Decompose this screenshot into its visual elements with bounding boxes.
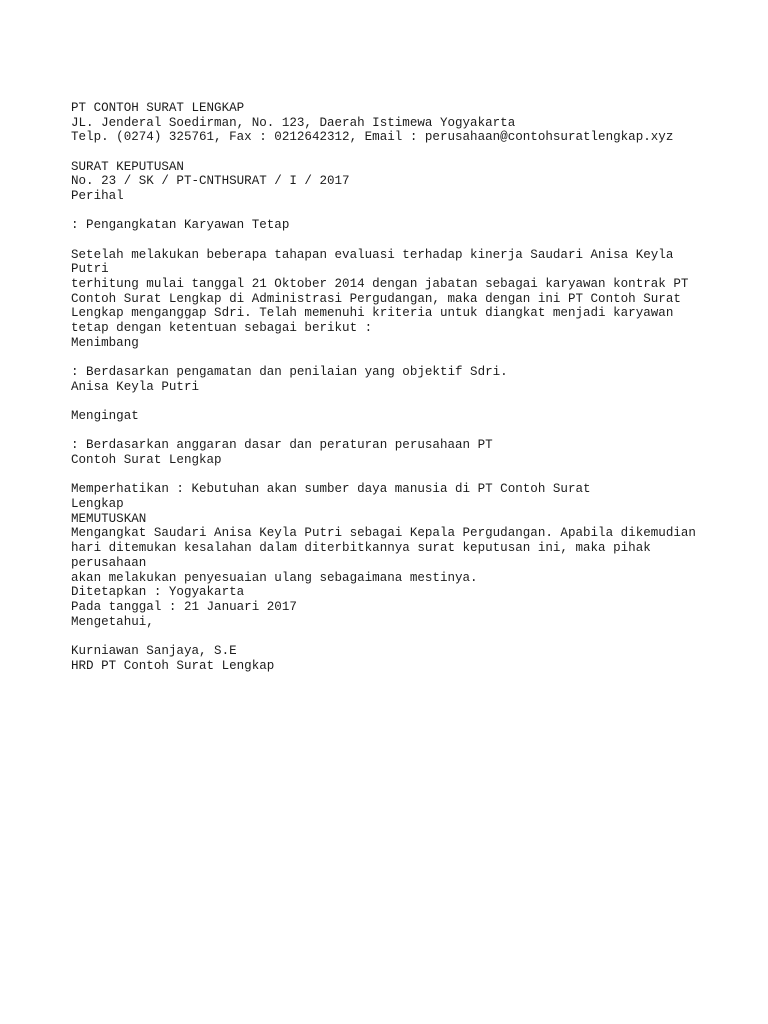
intro-line: terhitung mulai tanggal 21 Oktober 2014 dengan jabatan sebagai karyawan kontrak PT [71, 277, 689, 292]
signatory-name: Kurniawan Sanjaya, S.E [71, 643, 237, 658]
considering-text [71, 365, 768, 394]
considering-line: : Berdasarkan pengamatan dan penilaian yang objektif Sdri. [71, 365, 508, 380]
recalling-line: : Berdasarkan anggaran dasar dan peraturan perusahaan PT [71, 438, 493, 453]
noting-line: Lengkap [71, 497, 124, 512]
recalling-label: Mengingat [71, 409, 139, 424]
company-contact: Telp. (0274) 325761, Fax : 0212642312, Email : perusahaan@contohsuratlengkap.xyz [71, 130, 674, 145]
noting-line: Memperhatikan : Kebutuhan akan sumber daya manusia di PT Contoh Surat [71, 482, 591, 497]
decision-line: perusahaan [71, 555, 147, 570]
enactment-place: Ditetapkan : Yogyakarta [71, 585, 245, 600]
blank-line [71, 233, 768, 248]
intro-line: tetap dengan ketentuan sebagai berikut : [71, 321, 373, 336]
intro-line: Contoh Surat Lengkap di Administrasi Pergudangan, maka dengan ini PT Contoh Surat [71, 291, 681, 306]
signatory-position: HRD PT Contoh Surat Lengkap [71, 658, 275, 673]
enactment [71, 585, 768, 629]
blank-line [71, 394, 768, 409]
letterhead [71, 101, 768, 145]
considering-label: Menimbang [71, 335, 139, 350]
intro-line: Putri [71, 262, 109, 277]
considering-line: Anisa Keyla Putri [71, 379, 199, 394]
decision-line: hari ditemukan kesalahan dalam diterbitkannya surat keputusan ini, maka pihak [71, 541, 651, 556]
enactment-date: Pada tanggal : 21 Januari 2017 [71, 599, 297, 614]
company-name: PT CONTOH SURAT LENGKAP [71, 101, 245, 115]
subject-text: : Pengangkatan Karyawan Tetap [71, 218, 290, 233]
decree-number: No. 23 / SK / PT-CNTHSURAT / I / 2017 [71, 174, 350, 189]
decision-line: akan melakukan penyesuaian ulang sebagaimana mestinya. [71, 570, 478, 585]
acknowledged-label: Mengetahui, [71, 614, 154, 629]
intro-line: Lengkap menganggap Sdri. Telah memenuhi kriteria untuk diangkat menjadi karyawan [71, 306, 674, 321]
intro-paragraph [71, 248, 768, 336]
recalling-line: Contoh Surat Lengkap [71, 453, 222, 468]
decision-text [71, 526, 768, 585]
blank-line [71, 629, 768, 644]
blank-line [71, 145, 768, 160]
signatory [71, 644, 768, 673]
blank-line [71, 468, 768, 483]
recalling-text [71, 438, 768, 467]
decree-title: SURAT KEPUTUSAN [71, 159, 184, 174]
intro-line: Setelah melakukan beberapa tahapan evaluasi terhadap kinerja Saudari Anisa Keyla [71, 247, 674, 262]
blank-line [71, 350, 768, 365]
company-address: JL. Jenderal Soedirman, No. 123, Daerah Istimewa Yogyakarta [71, 115, 516, 130]
subject-label: Perihal [71, 189, 124, 204]
noting-text [71, 482, 768, 511]
decision-line: Mengangkat Saudari Anisa Keyla Putri sebagai Kepala Pergudangan. Apabila dikemudian [71, 526, 696, 541]
decree-header [71, 160, 768, 204]
blank-line [71, 204, 768, 219]
blank-line [71, 424, 768, 439]
decision-label: MEMUTUSKAN [71, 511, 147, 526]
